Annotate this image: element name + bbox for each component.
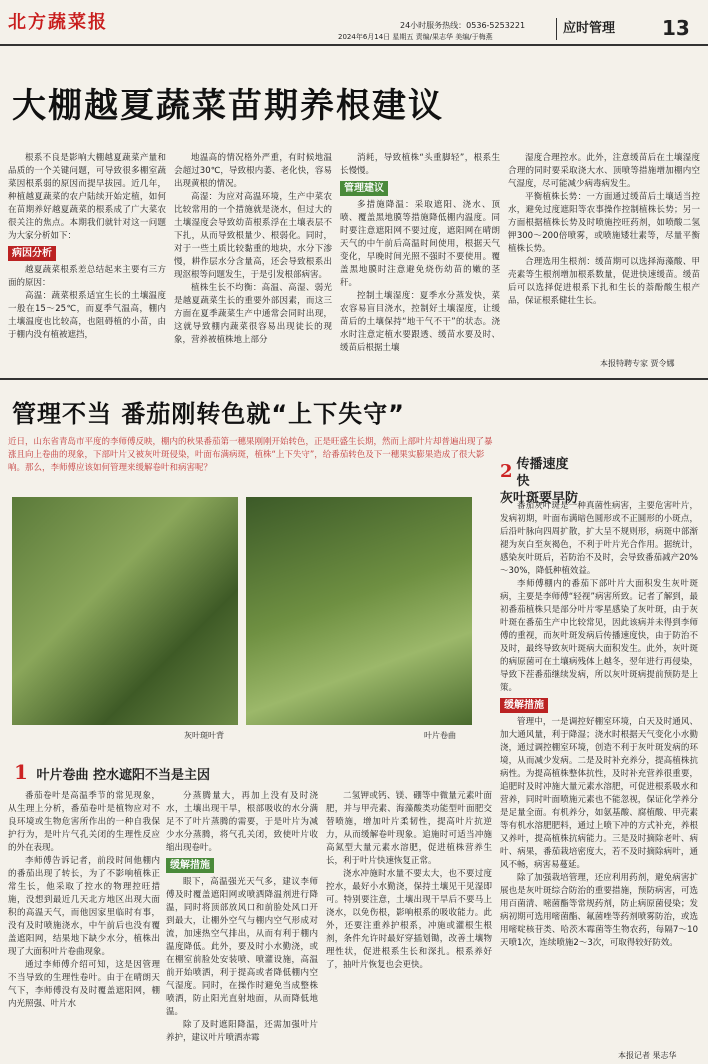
paragraph: 除了加强栽培管理，还应利用药剂，避免病害扩展也是灰叶斑综合防治的重要措施，预防病害，可选用百菌清、嘧菌酯等常规药剂，防止病原菌侵染；发病初期可选用嘧菌酯、氟菌唑等药剂喷雾防治，或选用嘧啶核苷类、哈茨木霉菌等生物农药，每隔7～10天喷1次，连续喷施2～3次，可取得较好防效。 [500,873,698,948]
article2-author: 本报记者 果志华 [618,1051,677,1060]
subheading: 缓解措施 [500,698,548,713]
paragraph: 多措施降温：采取遮阳、浇水、顶喷、覆盖黑地膜等措施降低棚内温度。同时要注意遮阳网不要过度，遮阳网在晴朗天气的中午前后高温时间使用，根据天气变化，早晚时间光照不强时不要使用。覆盖黑地膜时注意避免烧伤幼苗的嫩的茎秆。 [340,200,500,288]
subheading: 病因分析 [8,246,56,261]
section2-number: 2 [500,461,513,482]
paragraph: 平衡植株长势：一方面通过缓苗后土壤适当控水，避免过度遮阳等农事操作控制植株长势；另一方面根据植株长势及时喷施控旺药剂，如喷酸二氢钾300～200倍喷雾，或喷施矮壮素等，尽量平衡植株长势。 [508,192,700,254]
page-number: 13 [662,16,690,40]
issue-info: 2024年6月14日 星期五 责编/果志华 美编/于梅燕 [338,33,493,41]
paragraph: 地温高的情况格外严重，有时候地温会超过30℃，导致根内萎、老化快，容易出现黄根的情况。 [174,153,332,189]
paragraph: 二氢钾或钙、镁、硼等中微量元素叶面肥，并与甲壳素、海藻酸类功能型叶面肥交替喷施，增加叶片柔韧性，提高叶片抗逆力，从而缓解卷叶现象。追施时可适当冲施高氮型大量元素水溶肥，促进植株营养生长，利于叶片快速恢复正常。 [326,791,492,866]
section1-number: 1 [14,760,28,784]
article1-author: 本报特聘专家 贾令娜 [600,359,675,368]
paragraph: 李师傅棚内的番茄下部叶片大面积发生灰叶斑病，主要是李师傅“轻视”病害所致。记者了解到，最初番茄植株只是部分叶片零星感染了灰叶斑，由于灰叶斑在番茄生产中比较常见，因此该病并未得到李师傅的重视，而灰叶斑发病后传播速度快，由于防治不及时，最终导致灰叶斑病大面积发生。此外，灰叶斑的病原菌可在土壤病残体上越冬，翌年进行再侵染，导致下茬番茄继续发病，所以灰叶斑病提前预防是上策。 [500,579,698,693]
paragraph: 通过李师傅介绍可知，这是因管理不当导致的生理性卷叶。由于在晴朗天气下，李师傅没有及时覆盖遮阳网，棚内光照强、叶片水 [8,960,160,1009]
section2-title-line1: 传播速度快 [516,457,569,489]
subheading: 管理建议 [340,181,388,196]
article2-col2 [166,790,318,1060]
paragraph: 管理中，一是调控好棚室环境，白天及时通风、加大通风量，利于降湿；浇水时根据天气变化小水勤浇，通过调控棚室环境，创造不利于灰叶斑发病的环境，从而减少发病。二是及时补充养分，提高植株抗病性。为提高植株整体抗性，及时补充营养很重要，追肥时及时冲施大量元素水溶肥，可促进根系吸水和营养，同时叶面喷施元素也不能忽视，保证化学养分是足量全面。有机养分，如氨基酸、腐植酸、甲壳素等有机水溶肥肥料，通过上喷下冲的方式补充，养根又养叶，提高植株抗病能力。三是及时摘除老叶、病叶、病果，番茄栽培密度大，若不及时摘除病叶，通风不畅，病害易蔓延。 [500,717,698,870]
article2-col3 [326,790,492,1060]
article2-title: 管理不当 番茄刚转色就“上下失守” [12,400,405,428]
article1-col4 [508,152,700,358]
paragraph: 根系不良是影响大棚越夏蔬菜产量和品质的一个关键问题，可导致很多棚室蔬菜因根系弱的原因而提早拔园。近几年，种植越夏蔬菜的农户陆续开始定植，如何在苗期养好越夏蔬菜的根系成了广大菜农很关注的焦点。本期我们就针对这一问题为大家分析如下： [8,153,166,241]
photo-leaf-underside [12,497,238,725]
hotline: 24小时服务热线：0536-5253221 [400,21,526,30]
paragraph: 除了及时遮阳降温，还需加强叶片养护，建议叶片喷洒赤霉 [166,1020,318,1043]
section1-heading [14,760,210,784]
paragraph: 眼下，高温强光天气多，建议李师傅及时覆盖遮阳网或喷洒降温剂进行降温，同时将顶部放风口和前脸处风口开到最大，让棚外空气与棚内空气形成对流，加速热空气排出，从而有利于棚内温度降低。此外，要及时小水勤浇，或在棚室前脸处安装喷、喷灌设施，高温前开始喷洒，利于提高或者降低棚内空气湿度。同时，在操作时避免当成整株喷洒，防止阳光直射地面，从而降低地温。 [166,877,318,1017]
caption-left: 灰叶斑叶背 [184,731,224,740]
article2-col4 [500,500,698,1048]
caption-right: 叶片卷曲 [424,731,456,740]
paragraph: 植株生长不均衡：高温、高湿、弱光是越夏蔬菜生长的重要外部因素，而这三方面在夏季蔬菜生产中通常会同时出现，这就导致棚内蔬菜很容易出现徒长的现象，营养被植株地上部分 [174,283,332,345]
article1-col2 [174,152,332,372]
masthead [0,0,708,46]
paragraph: 越夏蔬菜根系差总结起来主要有三方面的原因： [8,265,166,288]
subheading: 缓解措施 [166,858,214,873]
paragraph: 合理选用生根剂：缓苗期可以选择海藻酸、甲壳素等生根剂增加根系数量，促进快速缓苗。缓苗后可以选择促进根系下扎和生长的萘酚酸生根产品，保证根系健壮生长。 [508,257,700,306]
paragraph: 分蒸腾量大，再加上没有及时浇水，土壤出现干旱，根部吸收的水分满足不了叶片蒸腾的需要，于是叶片为减少水分蒸腾，将气孔关闭，致使叶片收缩出现卷叶。 [166,791,318,853]
paragraph: 番茄灰叶斑是一种真菌性病害，主要危害叶片，发病初期，叶面布满暗色圆形或不正圆形的小斑点，后沿叶脉向四周扩散，扩大呈不规则形，病斑中部渐褪为灰白至灰褐色，不利于叶片光合作用。据统计，感染灰叶斑后，若防治不及时，会导致番茄减产20%～30%，降低种植效益。 [500,501,698,576]
paragraph: 高湿：为应对高温环境，生产中菜农比较常用的一个措施就是浇水，但过大的土壤湿度会导致幼苗根系浮在土壤表层不下扎，从而导致根量少、根弱化。同时，对于一些土质比较黏重的地块，水分下渗慢，耕作层水分含量高，还会导致根系出现沤根等问题发生，于是引发根部病害。 [174,192,332,280]
paragraph: 番茄卷叶是高温季节的常见现象，从生理上分析，番茄卷叶是植物应对不良环境或生物危害所作出的一种自我保护行为，是叶片气孔关闭的生理性反应的外在表现。 [8,791,160,853]
paragraph: 消耗，导致植株“头重脚轻”，根系生长慢慢。 [340,153,500,176]
section1-title: 叶片卷曲 控水遮阳不当是主因 [36,768,210,783]
paper-name: 北方蔬菜报 [8,12,108,33]
article1-col3 [340,152,500,372]
paragraph: 李师傅告诉记者，前段时间他棚内的番茄出现了转长，为了不影响植株正常生长，他采取了控水的物理控旺措施，没想到最近几天北方地区出现大面积的高温天气，而他因家里临时有事，没有及时喷施浇水，中午前后也没有覆盖遮阳网，结果地下缺少水分，植株出现了大面积叶片卷曲现象。 [8,856,160,957]
section2-title-line2: 灰叶斑要早防 [500,491,579,506]
section-tag: 应时管理 [556,18,663,40]
paragraph: 浇水冲施时水量不要太大，也不要过度控水，最好小水勤浇，保持土壤见干见湿即可。特别要注意，土壤出现干旱后不要马上浇水，以免伤根，影响根系的吸收能力。此外，还要注重养护根系，冲施或灌根生根剂，条件允许时最好穿插划锄，改善土壤物理性状，促进根系生长和深扎。根系养好了，抽叶片恢复也会更快。 [326,869,492,970]
paragraph: 湿度合理控水。此外，注意缓苗后在土壤湿度合理的同时要采取浇大水、顶喷等措施增加棚内空气湿度，尽可能减少病毒病发生。 [508,153,700,189]
article1-title: 大棚越夏蔬菜苗期养根建议 [12,86,444,126]
article1-col1 [8,152,166,372]
article2-lead: 近日，山东省青岛市平度的李师傅反映，棚内的秋果番茄第一穗果刚刚开始转色，正是旺盛生长期，然而上部叶片却普遍出现了暴涨且向上卷曲的现象，下部叶片又被灰叶斑侵染，叶面布满病斑，植株“上下失守”，给番茄转色及下一穗果实膨果造成了很大影响。那么，李师傅应该如何管理来缓解卷叶和病害呢？ [8,437,493,473]
article2-col1 [8,790,160,1060]
paragraph: 控制土壤湿度：夏季水分蒸发快，菜农容易盲目浇水，控制好土壤湿度，让缓苗后的土壤保持“地干气不干”的状态。浇水时注意定植水要跟透、缓苗水要及时、缓苗后根据土壤 [340,291,500,353]
paragraph: 高温：蔬菜根系适宜生长的土壤温度一般在15～25℃，而夏季气温高，棚内土壤温度也比较高，也阻碍植的小苗，由于棚内没有植被遮挡， [8,291,166,340]
photo-leaf-curl [246,497,472,725]
divider [0,378,708,380]
